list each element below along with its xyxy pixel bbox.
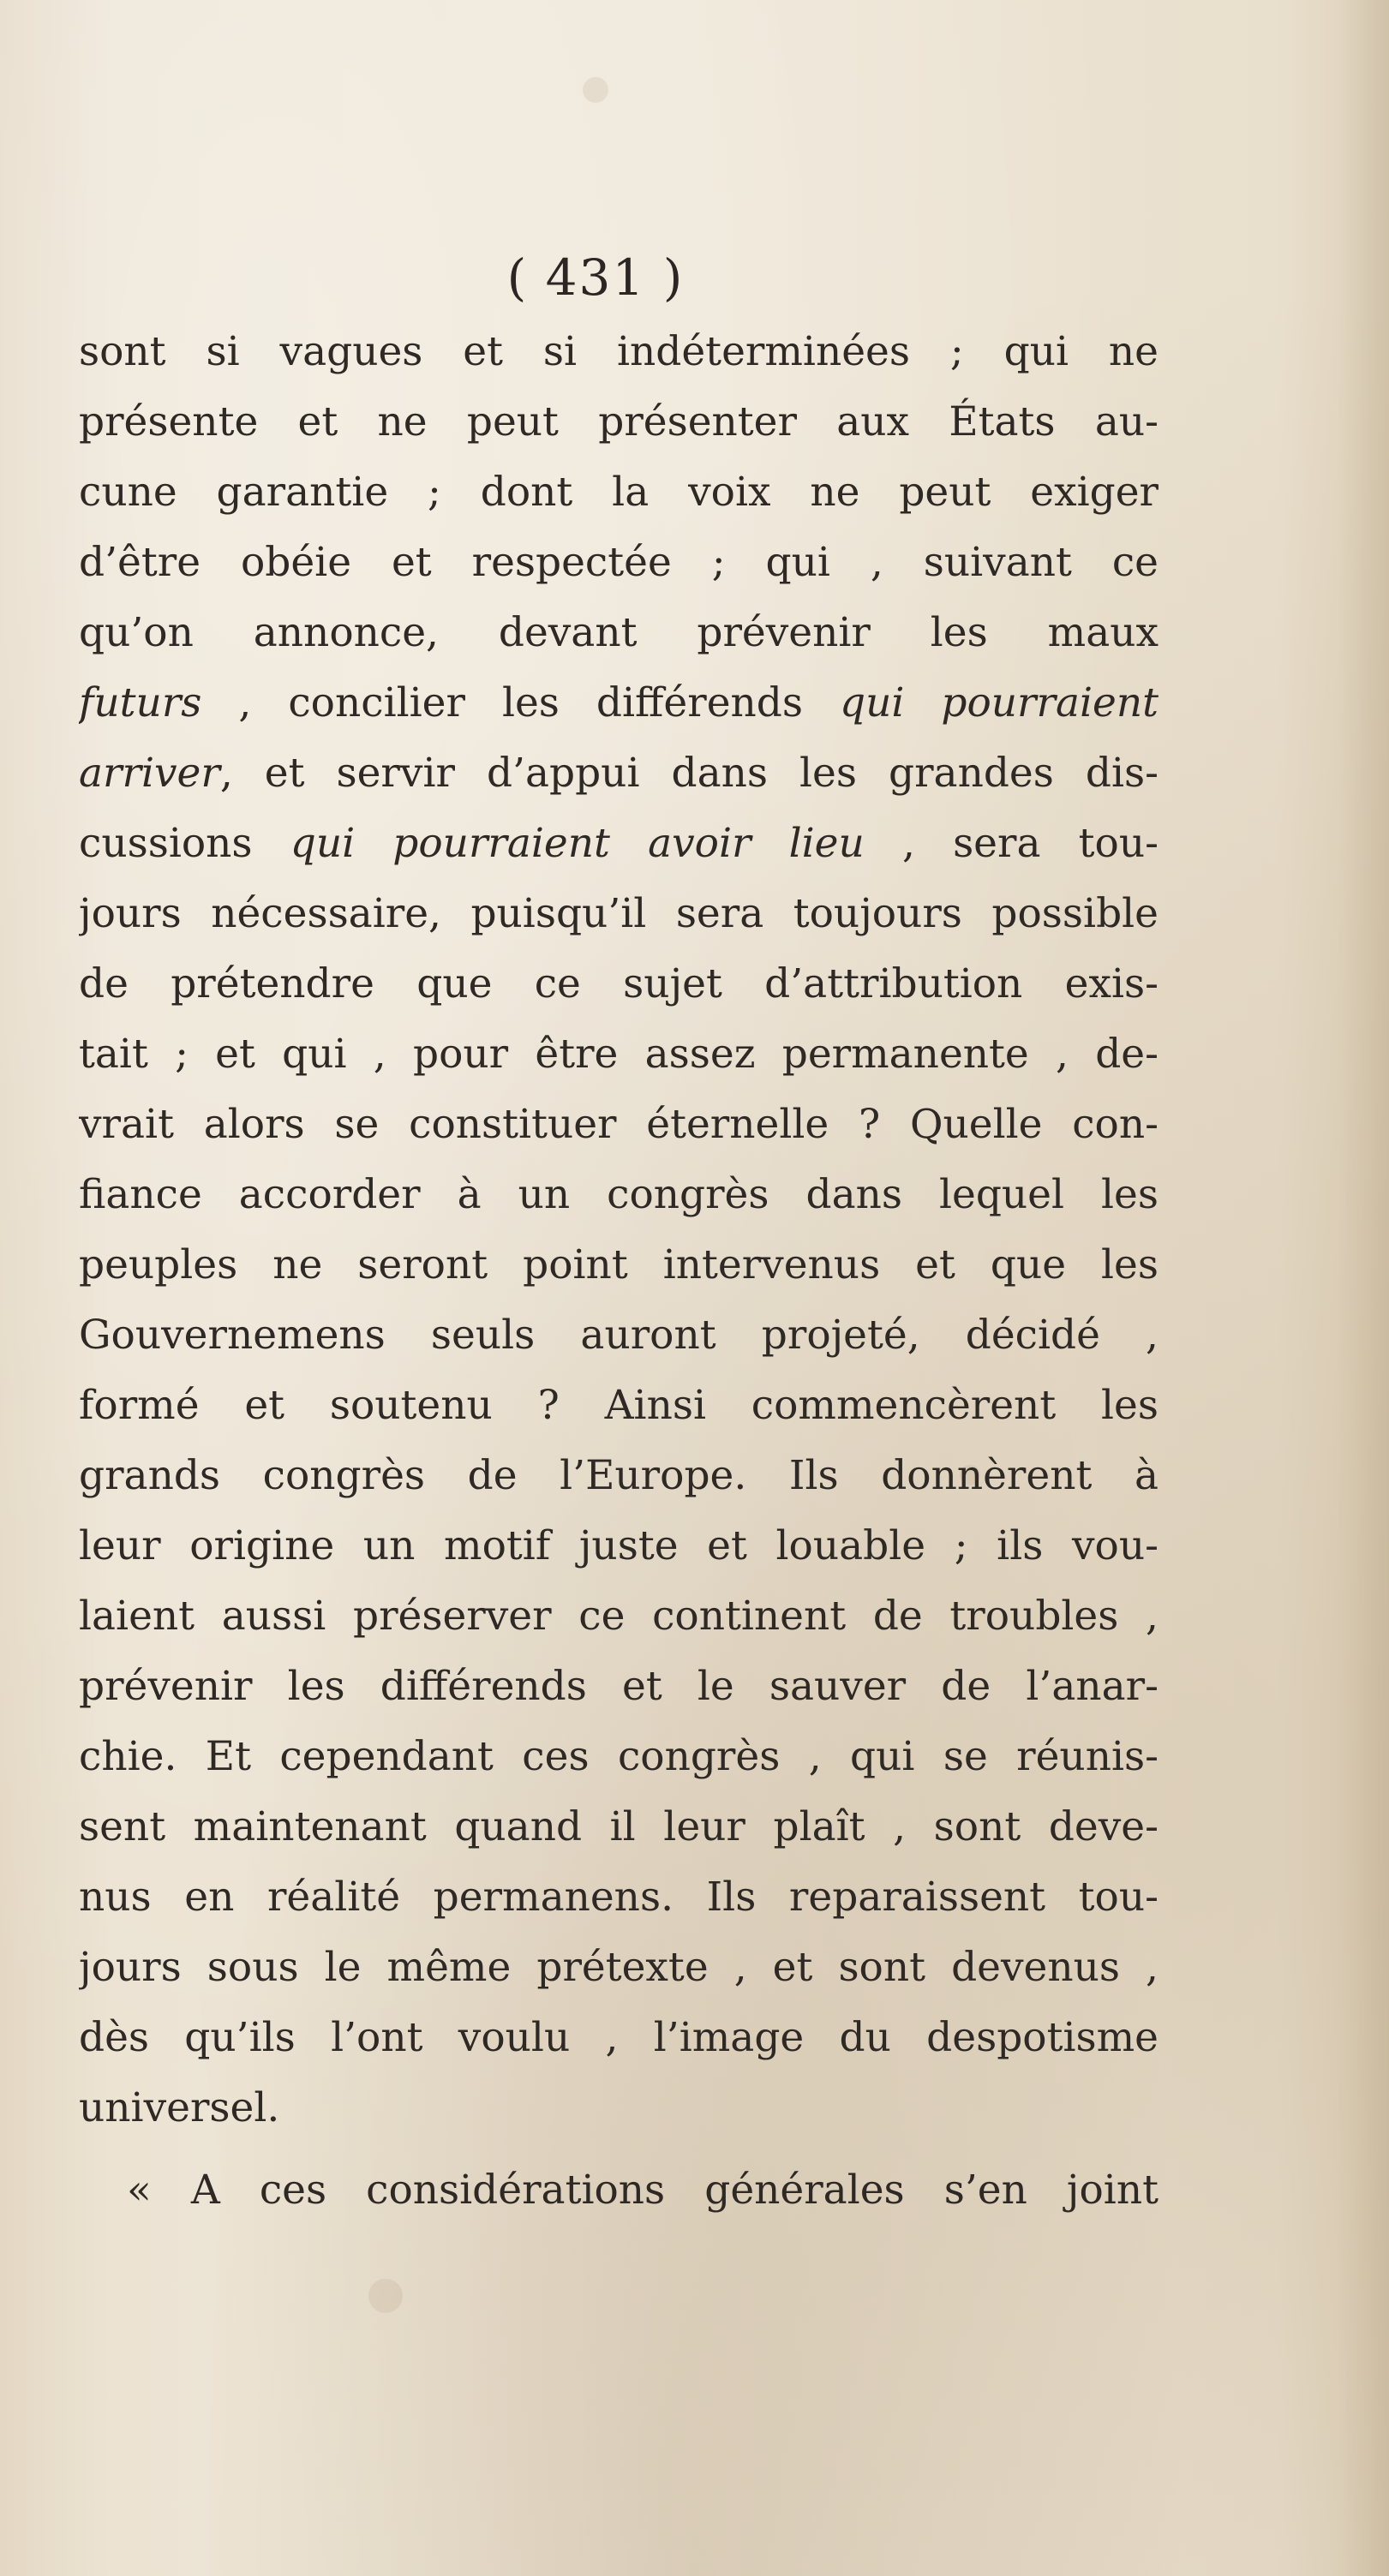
text-line: jours nécessaire, puisqu’il sera toujours possible	[79, 890, 1158, 937]
italic-text: arriver	[79, 750, 220, 797]
text-line: présente et ne peut présenter aux États au-	[79, 398, 1158, 445]
italic-text: futurs	[79, 679, 202, 726]
text-segment: cussions	[79, 820, 290, 867]
text-line: cune garantie ; dont la voix ne peut exiger	[79, 469, 1158, 516]
text-line: fiance accorder à un congrès dans lequel les	[79, 1171, 1158, 1218]
text-line: sent maintenant quand il leur plaît , sont deve-	[79, 1803, 1158, 1850]
text-line: prévenir les différends et le sauver de l’anar-	[79, 1663, 1158, 1710]
text-segment: , concilier les différends	[201, 679, 840, 726]
text-line	[79, 809, 1158, 879]
text-segment: , sera tou-	[864, 820, 1158, 867]
text-line: chie. Et cependant ces congrès , qui se réunis-	[79, 1733, 1158, 1780]
text-line: vrait alors se constituer éternelle ? Quelle con-	[79, 1101, 1158, 1148]
text-line: jours sous le même prétexte , et sont devenus ,	[79, 1944, 1158, 1991]
text-line: grands congrès de l’Europe. Ils donnèrent à	[79, 1452, 1158, 1499]
paragraph-gap	[79, 2143, 1158, 2155]
text-line: tait ; et qui , pour être assez permanente , de-	[79, 1031, 1158, 1078]
text-line: Gouvernemens seuls auront projeté, décidé ,	[79, 1312, 1158, 1359]
text-line	[79, 668, 1158, 738]
text-line: sont si vagues et si indéterminées ; qui ne	[79, 328, 1158, 375]
page-number: ( 431 )	[506, 248, 685, 307]
text-line: leur origine un motif juste et louable ; ils vou-	[79, 1522, 1158, 1569]
text-line: peuples ne seront point intervenus et que les	[79, 1241, 1158, 1288]
text-line	[79, 738, 1158, 809]
text-line: « A ces considérations générales s’en joint	[127, 2167, 1158, 2214]
italic-text: qui pourraient avoir lieu	[290, 820, 865, 867]
text-segment: , et servir d’appui dans les grandes dis-	[219, 750, 1158, 797]
text-line: d’être obéie et respectée ; qui , suivant ce	[79, 539, 1158, 586]
text-line: formé et soutenu ? Ainsi commencèrent les	[79, 1382, 1158, 1429]
text-line: laient aussi préserver ce continent de troubles ,	[79, 1593, 1158, 1640]
text-line: qu’on annonce, devant prévenir les maux	[79, 609, 1158, 656]
italic-text: qui pourraient	[839, 679, 1158, 726]
text-line: nus en réalité permanens. Ils reparaissent tou-	[79, 1874, 1158, 1921]
text-line: dès qu’ils l’ont voulu , l’image du despotisme	[79, 2014, 1158, 2061]
text-line: universel.	[79, 2084, 280, 2131]
paper-stain	[583, 77, 608, 103]
page-edge-shadow	[1338, 0, 1389, 2576]
text-line: de prétendre que ce sujet d’attribution exis-	[79, 960, 1158, 1007]
paper-stain	[368, 2279, 403, 2313]
body-text	[79, 317, 1158, 2226]
